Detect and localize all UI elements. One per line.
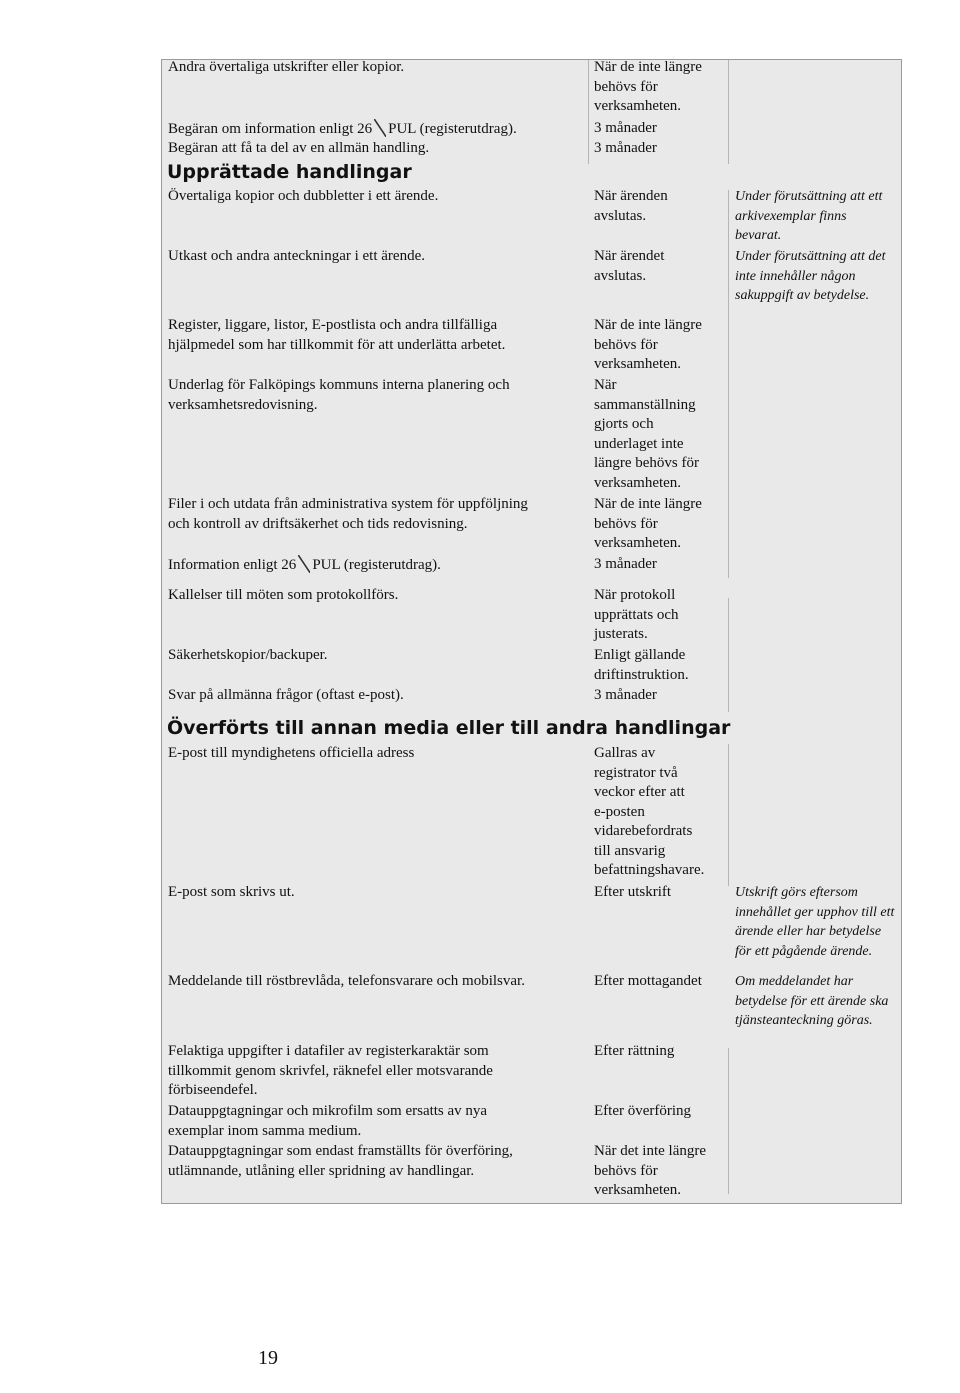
remark-cell: Utskrift görs eftersom innehållet ger upphov till ett ärende eller har betydelse för ett pågående ärende. <box>735 885 895 959</box>
retention-time-cell: När ärenden avslutas. <box>594 188 668 224</box>
remark-cell: Under förutsättning att det inte innehåller någon sakuppgift av betydelse. <box>735 249 886 303</box>
column-divider <box>728 744 729 886</box>
remark-cell: Om meddelandet har betydelse för ett ärende ska tjänsteanteckning göras. <box>735 974 889 1028</box>
retention-time-cell: När de inte längre behövs för verksamheten. <box>594 496 702 551</box>
retention-time-cell: 3 månader <box>594 556 657 572</box>
column-divider <box>728 60 729 164</box>
retention-time-cell: När protokoll upprättats och justerats. <box>594 587 679 642</box>
retention-time-cell: När de inte längre behövs för verksamheten. <box>594 59 702 114</box>
document-type-cell: Filer i och utdata från administrativa system för uppföljning och kontroll av driftsäkerhet och tids redovisning. <box>168 496 528 532</box>
document-type-cell: Datauppgtagningar som endast framställts för överföring, utlämnande, utlåning eller spridning av handlingar. <box>168 1143 513 1179</box>
column-divider <box>728 598 729 712</box>
document-type-cell: E-post som skrivs ut. <box>168 884 295 900</box>
document-type-cell: Övertaliga kopior och dubbletter i ett ärende. <box>168 188 439 204</box>
retention-time-cell: Efter rättning <box>594 1043 675 1059</box>
document-type-cell: Utkast och andra anteckningar i ett ärende. <box>168 248 425 264</box>
column-divider <box>588 60 589 164</box>
document-type-cell: Svar på allmänna frågor (oftast e-post). <box>168 687 404 703</box>
section-symbol <box>296 557 312 573</box>
document-type-cell: Underlag för Falköpings kommuns interna planering och verksamhetsredovisning. <box>168 377 510 413</box>
document-type-cell: Säkerhetskopior/backuper. <box>168 647 328 663</box>
document-type-cell: Datauppgtagningar och mikrofilm som ersatts av nya exemplar inom samma medium. <box>168 1103 488 1139</box>
remark-cell: Under förutsättning att ett arkivexemplar finns bevarat. <box>735 189 883 243</box>
document-type-cell: Begäran om information enligt 26 PUL (registerutdrag). <box>168 121 517 137</box>
section-heading: Överförts till annan media eller till andra handlingar <box>167 717 731 739</box>
retention-time-cell: När det inte längre behövs för verksamheten. <box>594 1143 707 1198</box>
retention-time-cell: 3 månader <box>594 687 657 703</box>
document-type-cell: Register, liggare, listor, E-postlista och andra tillfälliga hjälpmedel som har tillkommit för att underlätta arbetet. <box>168 317 506 353</box>
retention-time-cell: Efter utskrift <box>594 884 672 900</box>
retention-time-cell: Enligt gällande driftinstruktion. <box>594 647 689 683</box>
retention-time-cell: Efter överföring <box>594 1103 692 1119</box>
retention-time-cell: När ärendet avslutas. <box>594 248 665 284</box>
document-type-cell: Begäran att få ta del av en allmän handling. <box>168 140 430 156</box>
page-number: 19 <box>258 1347 278 1369</box>
document-type-cell: Meddelande till röstbrevlåda, telefonsvarare och mobilsvar. <box>168 973 525 989</box>
document-type-cell: Andra övertaliga utskrifter eller kopior. <box>168 59 405 75</box>
retention-time-cell: När sammanställning gjorts och underlaget inte längre behövs för verksamheten. <box>594 377 699 491</box>
column-divider <box>728 190 729 578</box>
section-symbol <box>372 121 388 137</box>
retention-time-cell: Gallras av registrator två veckor efter att e-posten vidarebefordrats till ansvarig befattningshavare. <box>594 745 705 878</box>
retention-time-cell: Efter mottagandet <box>594 973 702 989</box>
document-type-cell: Kallelser till möten som protokollförs. <box>168 587 399 603</box>
document-type-cell: Felaktiga uppgifter i datafiler av registerkaraktär som tillkommit genom skrivfel, räknefel eller motsvarande förbiseendefel. <box>168 1043 493 1098</box>
document-type-cell: E-post till myndighetens officiella adress <box>168 745 415 761</box>
document-type-cell: Information enligt 26 PUL (registerutdrag). <box>168 557 441 573</box>
section-heading: Upprättade handlingar <box>167 161 412 183</box>
retention-time-cell: När de inte längre behövs för verksamheten. <box>594 317 702 372</box>
retention-time-cell: 3 månader <box>594 120 657 136</box>
retention-time-cell: 3 månader <box>594 140 657 156</box>
column-divider <box>728 1048 729 1194</box>
